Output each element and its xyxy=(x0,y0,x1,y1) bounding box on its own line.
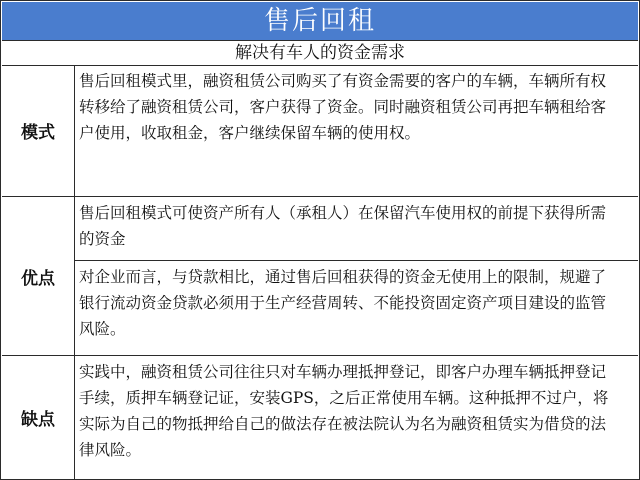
row-text-disadvantages: 实践中，融资租赁公司往往只对车辆办理抵押登记，即客户办理车辆抵押登记手续，质押车辆登记证，安装GPS，之后正常使用车辆。这种抵押不过户，将实际为自己的物抵押给自己的做法存在被法院认为名为融资租赁实为借贷的法律风险。 xyxy=(79,363,609,459)
advantage-item-2: 对企业而言，与贷款相比，通过售后回租获得的资金无使用上的限制，规避了银行流动资金贷款必须用于生产经营周转、不能投资固定资产项目建设的监管风险。 xyxy=(79,268,607,338)
table-title: 售后回租 xyxy=(2,2,638,40)
row-text-mode: 售后回租模式里，融资租赁公司购买了有资金需要的客户的车辆，车辆所有权转移给了融资租赁公司，客户获得了资金。同时融资租赁公司再把车辆租给客户使用，收取租金，客户继续保留车辆的使用权。 xyxy=(79,72,607,142)
advantage-item-1: 售后回租模式可使资产所有人（承租人）在保留汽车使用权的前提下获得所需的资金 xyxy=(79,204,607,248)
row-label-advantages: 优点 xyxy=(2,197,75,355)
row-label-disadvantages: 缺点 xyxy=(2,356,75,479)
table-subtitle: 解决有车人的资金需求 xyxy=(2,40,638,66)
row-label-mode: 模式 xyxy=(2,65,75,196)
